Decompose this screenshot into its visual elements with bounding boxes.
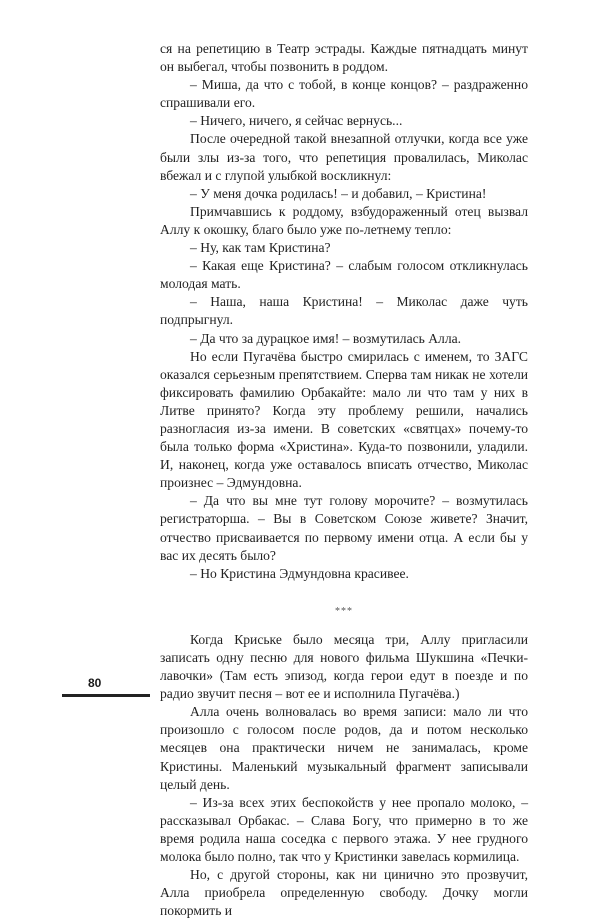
paragraph: – Какая еще Кристина? – слабым голосом откликнулась молодая мать. xyxy=(160,258,528,292)
paragraph: Примчавшись к роддому, взбудораженный отец вызвал Аллу к окошку, благо было уже по-летнему тепло: xyxy=(160,203,528,237)
section-separator: *** xyxy=(335,605,353,617)
paragraph: Но, с другой стороны, как ни цинично это прозвучит, Алла приобрела определенную свободу. Дочку могли покормить и xyxy=(160,867,528,919)
paragraph: Алла очень волновалась во время записи: мало ли что произошло с голосом после родов, да и потом несколько месяцев она практически ничем не занималась, кроме Кристины. Маленький музыкальный фрагмент записывали целый день. xyxy=(160,704,528,792)
paragraph: ся на репетицию в Театр эстрады. Каждые пятнадцать минут он выбегал, чтобы позвонить в роддом. xyxy=(160,41,528,75)
paragraph: – Ничего, ничего, я сейчас вернусь... xyxy=(190,113,403,129)
paragraph: – Наша, наша Кристина! – Миколас даже чуть подпрыгнул. xyxy=(160,294,528,328)
paragraph: – У меня дочка родилась! – и добавил, – Кристина! xyxy=(190,185,487,201)
page-number: 80 xyxy=(88,676,102,690)
paragraph: – Но Кристина Эдмундовна красивее. xyxy=(190,565,409,581)
paragraph: После очередной такой внезапной отлучки, когда все уже были злы из-за того, что репетиция провалилась, Миколас вбежал и с глупой улыбкой воскликнул: xyxy=(160,131,528,183)
paragraph: – Из-за всех этих беспокойств у нее пропало молоко, – рассказывал Орбакас. – Слава Богу, что примерно в то же время родила наша соседка с первого этажа. У нее грудного молока было полно, так что у Кристинки завелась кормилица. xyxy=(160,794,528,865)
paragraph: – Да что за дурацкое имя! – возмутилась Алла. xyxy=(190,330,462,346)
paragraph: – Да что вы мне тут голову морочите? – возмутилась регистраторша. – Вы в Советском Союзе живете? Значит, отчество присваивается по первому имени отца. А если бы у вас их десять было? xyxy=(160,493,528,563)
paragraph: – Ну, как там Кристина? xyxy=(190,240,331,256)
paragraph: – Миша, да что с тобой, в конце концов? – раздраженно спрашивали его. xyxy=(160,77,528,111)
paragraph: Но если Пугачёва быстро смирилась с именем, то ЗАГС оказался серьезным препятствием. Сперва там никак не хотели фиксировать фамилию Орбакайте: мало ли что там у них в Литве принято? Когда эту проблему решили, начались разногласия из-за имени. В советских «святцах» почему-то была только форма «Христина». Куда-то позвонили, уладили. И, наконец, когда уже оставалось вписать отчество, Миколас произнес – Эдмундовна. xyxy=(160,348,528,491)
paragraph: Когда Криське было месяца три, Аллу пригласили записать одну песню для нового фильма Шукшина «Печки-лавочки» (Там есть эпизод, когда герои едут в поезде и по радио звучит песня – вот ее и исполнила Пугачёва.) xyxy=(160,631,528,702)
page-number-rule xyxy=(62,694,150,697)
page-text xyxy=(160,40,528,920)
